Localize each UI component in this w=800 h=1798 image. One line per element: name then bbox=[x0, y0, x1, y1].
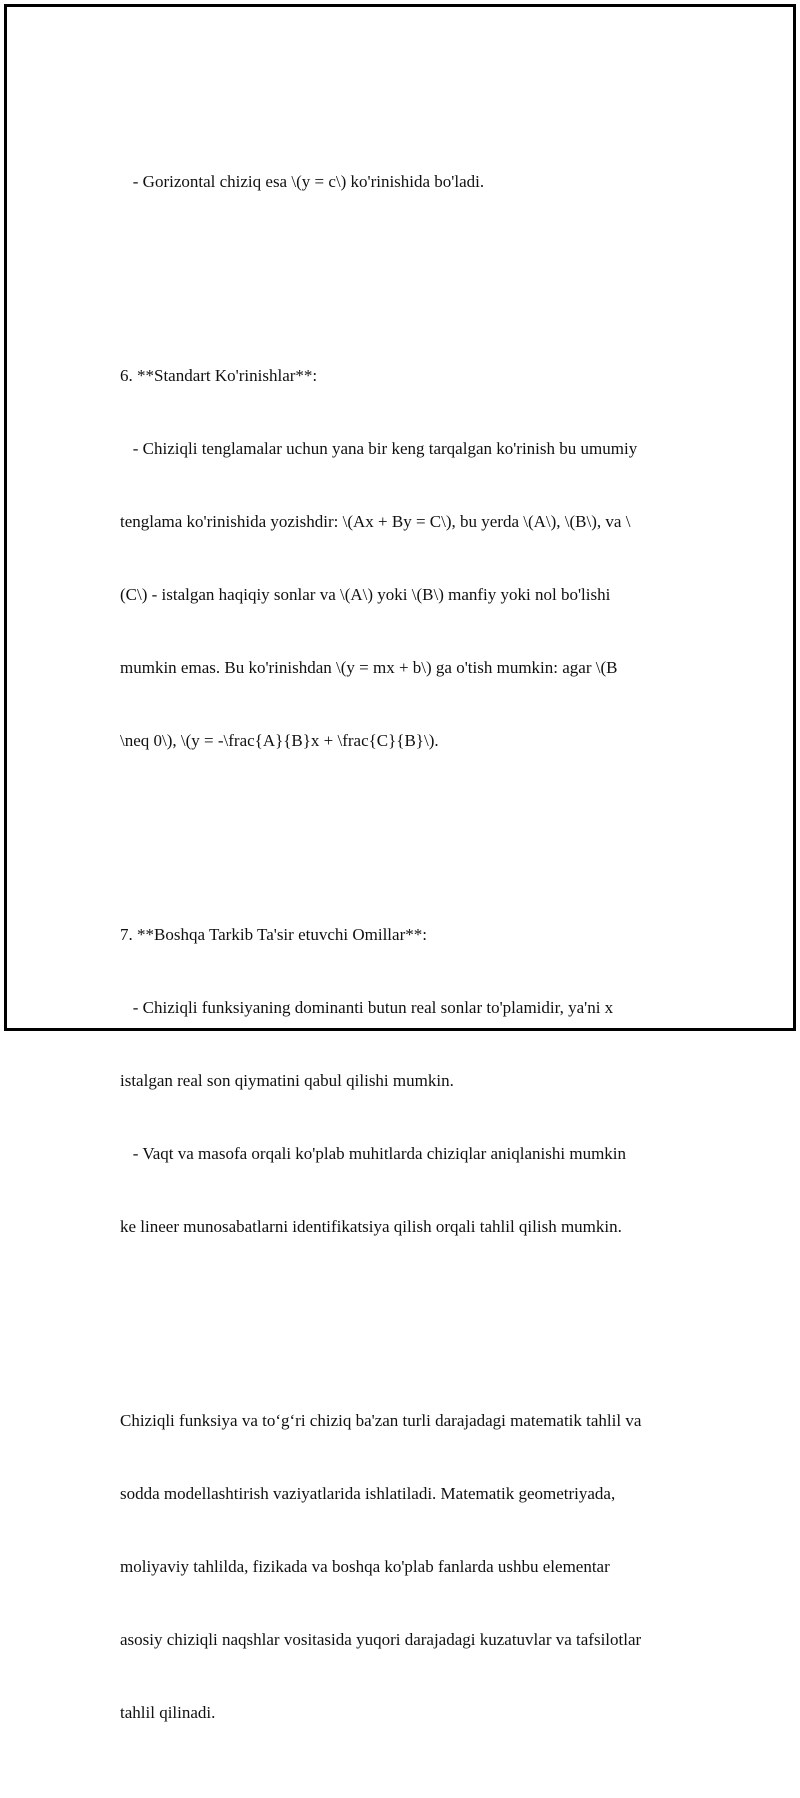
conclusion-line: asosiy chiziqli naqshlar vositasida yuqori darajadagi kuzatuvlar va tafsilotlar bbox=[120, 1629, 642, 1649]
conclusion-line: tahlil qilinadi. bbox=[120, 1702, 216, 1722]
document-page bbox=[4, 4, 796, 1722]
section-7-line: istalgan real son qiymatini qabul qilishi mumkin. bbox=[120, 1070, 454, 1090]
section-6-line: tenglama ko'rinishida yozishdir: \(Ax + By = C\), bu yerda \(A\), \(B\), va \ bbox=[120, 512, 631, 532]
section-6-line: - Chiziqli tenglamalar uchun yana bir keng tarqalgan ko'rinish bu umumiy bbox=[120, 439, 638, 459]
conclusion-line: sodda modellashtirish vaziyatlarida ishlatiladi. Matematik geometriyada, bbox=[120, 1483, 616, 1503]
section-6-heading: 6. **Standart Ko'rinishlar**: bbox=[120, 366, 318, 386]
section-7-line: ke lineer munosabatlarni identifikatsiya qilish orqali tahlil qilish mumkin. bbox=[120, 1216, 622, 1236]
paragraph-gap bbox=[120, 267, 690, 291]
section-7-line: - Chiziqli funksiyaning dominanti butun real sonlar to'plamidir, ya'ni x bbox=[120, 997, 614, 1017]
section-7-line: - Vaqt va masofa orqali ko'plab muhitlarda chiziqlar aniqlanishi mumkin bbox=[120, 1143, 627, 1163]
section-6-line: \neq 0\), \(y = -\frac{A}{B}x + \frac{C}{B}\). bbox=[120, 730, 439, 750]
list-item-horizontal-line: - Gorizontal chiziq esa \(y = c\) ko'rinishida bo'ladi. bbox=[120, 171, 485, 191]
conclusion-line: Chiziqli funksiya va to‘g‘ri chiziq ba'zan turli darajadagi matematik tahlil va bbox=[120, 1411, 642, 1431]
paragraph-gap bbox=[120, 826, 690, 850]
paragraph-gap bbox=[120, 1312, 690, 1336]
section-6-line: (C\) - istalgan haqiqiy sonlar va \(A\) yoki \(B\) manfiy yoki nol bo'lishi bbox=[120, 584, 611, 604]
document-body bbox=[120, 97, 690, 1798]
conclusion-line: moliyaviy tahlilda, fizikada va boshqa ko'plab fanlarda ushbu elementar bbox=[120, 1556, 610, 1576]
section-7-heading: 7. **Boshqa Tarkib Ta'sir etuvchi Omillar**: bbox=[120, 925, 427, 945]
section-6-line: mumkin emas. Bu ko'rinishdan \(y = mx + b\) ga o'tish mumkin: agar \(B bbox=[120, 657, 618, 677]
